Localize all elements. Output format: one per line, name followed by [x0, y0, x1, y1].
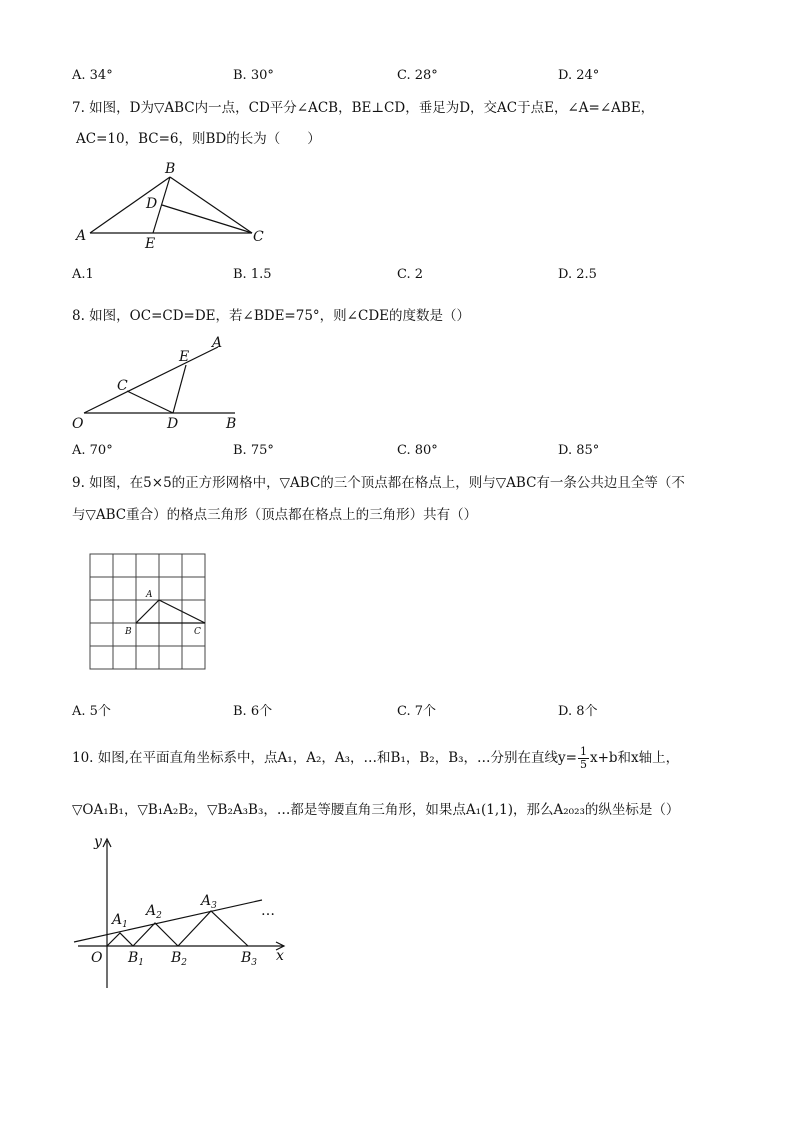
q9-option-a: A. 5个: [72, 704, 111, 719]
q7-option-d: D. 2.5: [558, 267, 597, 282]
q10-label-a3-sub: 3: [211, 901, 217, 911]
q10-label-b1-sub: 1: [138, 958, 145, 968]
q10-label-b1: [127, 950, 144, 968]
q10-label-a2-letter: A: [146, 903, 157, 919]
q10-label-a1-sub: 1: [122, 920, 128, 930]
q8-option-b: B. 75°: [233, 443, 274, 458]
q8-label-b: B: [226, 416, 237, 432]
q9-option-d: D. 8个: [558, 704, 598, 719]
q7-label-b: B: [165, 161, 176, 177]
q10-label-a2-sub: 2: [156, 911, 162, 921]
q10-fraction-numerator: 1: [579, 745, 587, 758]
q9-text-line2: 与▽ABC重合）的格点三角形（顶点都在格点上的三角形）共有（）: [72, 507, 478, 523]
q9-option-c: C. 7个: [397, 704, 437, 719]
q8-label-o: O: [72, 416, 84, 432]
q10-fraction: [578, 746, 589, 771]
q9-grid-figure: [88, 552, 210, 674]
q10-ellipsis: …: [261, 903, 275, 919]
prev-option-a: A. 34°: [72, 68, 113, 83]
q9-label-a: A: [146, 590, 153, 600]
q10-fraction-denominator: 5: [579, 758, 587, 771]
q7-label-d: D: [146, 196, 158, 212]
prev-option-c: C. 28°: [397, 68, 438, 83]
q7-label-a: A: [76, 228, 87, 244]
prev-option-d: D. 24°: [558, 68, 600, 83]
q7-figure: [70, 155, 280, 255]
q10-label-a1-letter: A: [112, 912, 123, 928]
q7-option-c: C. 2: [397, 267, 424, 282]
q8-option-a: A. 70°: [72, 443, 113, 458]
q10-label-b3: [240, 950, 257, 968]
q10-label-o: O: [91, 950, 103, 966]
q9-option-b: B. 6个: [233, 704, 273, 719]
q10-text-line2: ▽OA₁B₁，▽B₁A₂B₂，▽B₂A₃B₃，…都是等腰直角三角形，如果点A₁(1,1)，那么A₂₀₂₃的纵坐标是（）: [72, 802, 680, 818]
q10-text-line1: [72, 746, 679, 771]
q10-label-a2: [144, 903, 162, 921]
q10-label-b1-letter: B: [128, 950, 139, 966]
q7-option-a: A.1: [72, 267, 94, 282]
q10-label-y: y: [94, 834, 102, 850]
q8-figure: [70, 333, 250, 433]
q8-text-line1: 8. 如图，OC=CD=DE，若∠BDE=75°，则∠CDE的度数是（）: [72, 308, 470, 324]
q10-label-a3-letter: A: [201, 893, 212, 909]
q8-option-d: D. 85°: [558, 443, 600, 458]
q7-text-line1: 7. 如图，D为▽ABC内一点，CD平分∠ACB，BE⊥CD，垂足为D，交AC于点E，∠A=∠ABE，: [72, 100, 655, 116]
prev-option-b: B. 30°: [233, 68, 274, 83]
q7-label-c: C: [253, 229, 264, 245]
q10-label-b2: [170, 950, 187, 968]
q10-label-b2-sub: 2: [181, 958, 188, 968]
q8-label-a: A: [212, 335, 223, 351]
q7-option-b: B. 1.5: [233, 267, 272, 282]
q7-text-line2: AC=10，BC=6，则BD的长为（ ）: [76, 131, 321, 147]
q8-label-e: E: [179, 349, 190, 365]
q9-label-b: B: [125, 627, 132, 637]
q10-coordinate-figure: [70, 833, 300, 993]
q9-text-line1: 9. 如图，在5×5的正方形网格中，▽ABC的三个顶点都在格点上，则与▽ABC有一条公共边且全等（不: [72, 475, 685, 491]
q8-label-d: D: [167, 416, 179, 432]
q8-label-c: C: [117, 378, 128, 394]
q10-label-b3-letter: B: [241, 950, 252, 966]
q7-label-e: E: [145, 236, 156, 252]
q10-text-line1-b: x+b和x轴上，: [589, 750, 680, 766]
q10-label-b3-sub: 3: [251, 958, 258, 968]
q10-label-a1: [110, 912, 128, 930]
q10-text-line1-a: 10. 如图,在平面直角坐标系中，点A₁，A₂，A₃，…和B₁，B₂，B₃，…分别在直线y=: [72, 750, 577, 766]
q10-label-x: x: [276, 948, 284, 964]
q9-label-c: C: [194, 627, 201, 637]
q10-label-b2-letter: B: [171, 950, 182, 966]
q10-label-a3: [199, 893, 217, 911]
q8-option-c: C. 80°: [397, 443, 438, 458]
